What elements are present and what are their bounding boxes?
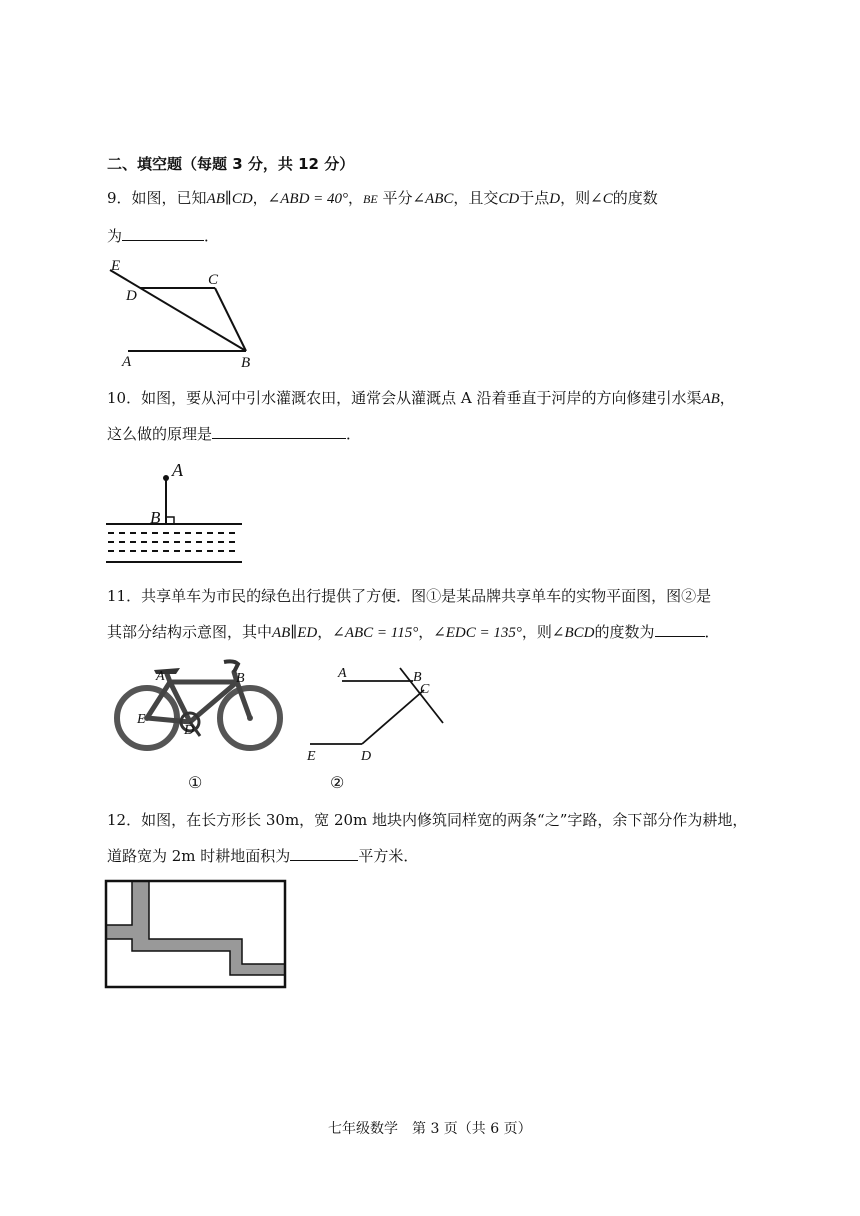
question-12-line-1: 12．如图，在长方形长 30m，宽 20m 地块内修筑同样宽的两条“之”字路，余下部分作为耕地， bbox=[107, 811, 748, 829]
question-number: 10． bbox=[107, 389, 142, 407]
answer-blank[interactable] bbox=[212, 424, 346, 439]
bike-label-A: A bbox=[156, 669, 165, 684]
q9-figure bbox=[100, 255, 270, 375]
label-B: B bbox=[241, 355, 251, 371]
question-11-line-1: 11．共享单车为市民的绿色出行提供了方便．图①是某品牌共享单车的实物平面图，图②是 bbox=[107, 587, 712, 605]
question-12-line-2: 道路宽为 2m 时耕地面积为 平方米． bbox=[107, 847, 419, 865]
label-A: A bbox=[172, 460, 183, 480]
label-D: D bbox=[126, 288, 137, 304]
figure-caption-2: ② bbox=[330, 773, 345, 792]
label-B: B bbox=[150, 508, 161, 527]
label-E: E bbox=[307, 749, 316, 764]
label-A: A bbox=[338, 666, 347, 681]
page-footer: 七年级数学 第 3 页（共 6 页） bbox=[328, 1121, 532, 1137]
question-number: 11． bbox=[107, 587, 142, 605]
question-10-line-2: 这么做的原理是 ． bbox=[107, 425, 362, 443]
question-9-line-2: 为 ． bbox=[107, 227, 220, 245]
label-C: C bbox=[208, 272, 219, 288]
question-10-line-1: 10．如图，要从河中引水灌溉农田，通常会从灌溉点 A 沿着垂直于河岸的方向修建引水渠AB， bbox=[107, 389, 735, 407]
label-D: D bbox=[361, 749, 372, 764]
question-number: 9． bbox=[107, 189, 132, 207]
bike-label-E: E bbox=[137, 712, 146, 727]
bike-label-D: D bbox=[184, 723, 195, 738]
q12-figure bbox=[104, 879, 288, 991]
answer-blank[interactable] bbox=[655, 622, 705, 637]
label-E: E bbox=[111, 258, 121, 274]
answer-blank[interactable] bbox=[290, 846, 358, 861]
bike-label-B: B bbox=[236, 671, 245, 686]
question-11-line-2: 其部分结构示意图，其中AB∥ED，∠ABC = 115°，∠EDC = 135°，则∠BCD的度数为 ． bbox=[107, 623, 720, 641]
right-angle-mark bbox=[166, 517, 174, 524]
question-number: 12． bbox=[107, 811, 142, 829]
label-B: B bbox=[413, 670, 422, 685]
zigzag-road bbox=[106, 881, 285, 975]
figure-caption-1: ① bbox=[188, 773, 203, 792]
structure-figure bbox=[300, 660, 450, 770]
q10-figure bbox=[100, 458, 250, 568]
line-CD bbox=[362, 690, 424, 744]
section-title: 二、填空题（每题 3 分，共 12 分） bbox=[107, 155, 355, 173]
question-9-line-1: 9．如图，已知AB∥CD，∠ABD = 40°，BE 平分∠ABC，且交CD于点D，则∠C的度数 bbox=[107, 189, 658, 207]
label-C: C bbox=[420, 682, 430, 697]
label-A: A bbox=[122, 354, 132, 370]
bicycle-figure bbox=[110, 652, 290, 756]
answer-blank[interactable] bbox=[122, 226, 204, 241]
